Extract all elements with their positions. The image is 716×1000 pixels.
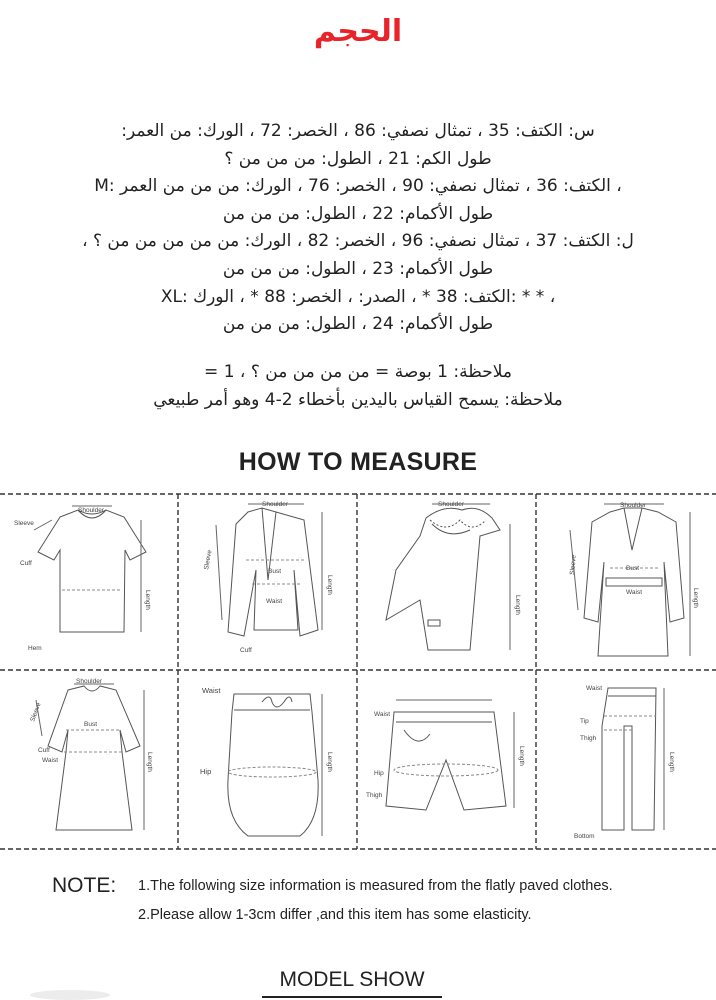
coat-sleeve-label: Sleeve [569,554,578,576]
tshirt-hem-label: Hem [28,645,42,652]
shorts-length-label: Length [518,746,525,766]
pants-length-label: Length [668,752,675,772]
shorts-hip-label: Hip [374,770,384,777]
skirt-hip-label: Hip [200,767,212,776]
note-label: NOTE: [52,874,117,897]
size-chart-text [0,118,716,339]
arabic-note-error: ملاحظة: يسمح القياس باليدين بأخطاء 2-4 وهو أمر طبيعي [153,390,563,410]
blazer-waist-label: Waist [266,598,283,605]
coat-diagram [570,504,690,656]
blurred-corner [30,990,110,1000]
blazer-sleeve-label: Sleeve [203,549,214,571]
shorts-diagram [386,700,514,810]
pants-tip-label: Tip [580,718,589,725]
english-note-1: 1.The following size information is measured from the flatly paved clothes. [138,878,613,894]
dress-waist-label: Waist [42,757,59,764]
size-line: طول الأكمام: 23 ، الطول: من من من [222,258,494,279]
size-line: س: الكتف: 35 ، تمثال نصفي: 86 ، الخصر: 72 ، الورك: من العمر: [121,121,595,141]
size-line: طول الأكمام: 24 ، الطول: من من من [222,314,494,335]
dress-sleeve-label: Sleeve [29,701,43,723]
pants-waist-label: Waist [586,685,603,692]
dress-cuff-label: Cuff [38,747,50,754]
blazer-cuff-label: Cuff [240,647,252,654]
coat-length-label: Length [692,588,699,608]
arabic-note-inch: ملاحظة: 1 بوصة = من من من من ؟ ، 1 = [204,362,512,382]
dress-bust-label: Bust [84,721,98,728]
pants-bottom-label: Bottom [574,833,595,840]
arabic-notes [0,358,716,414]
blazer-length-label: Length [326,575,333,595]
tshirt-diagram [34,506,146,632]
pants-diagram [602,688,664,830]
size-line: طول الأكمام: 22 ، الطول: من من من [222,203,494,224]
grid-lines [0,494,716,849]
tshirt-sleeve-label: Sleeve [14,520,34,527]
cape-diagram [386,504,510,650]
tshirt-cuff-label: Cuff [20,560,32,567]
size-line: طول الكم: 21 ، الطول: من من من ؟ [224,148,492,169]
size-line: ل: الكتف: 37 ، تمثال نصفي: 96 ، الخصر: 82 ، الورك: من من من من من ؟ ، [82,231,634,252]
dress-length-label: Length [146,752,153,772]
model-show-underline [262,996,442,998]
size-line: ، الكتف: 36 ، تمثال نصفي: 90 ، الخصر: 76 ، الورك: من من من العمر :M [94,176,622,197]
coat-bust-label: Bust [626,565,640,572]
skirt-diagram [228,694,322,836]
coat-waist-label: Waist [626,589,643,596]
pants-thigh-label: Thigh [580,735,597,742]
cape-shoulder-label: Shoulder [438,501,465,508]
cape-length-label: Length [514,595,521,615]
size-title: الحجم [313,14,403,49]
skirt-length-label: Length [326,752,333,772]
size-line: ، * * :الكتف: 38 * ، الصدر: ، الخصر: 88 * ، الورك :XL [160,286,556,307]
english-note-2: 2.Please allow 1-3cm differ ,and this item has some elasticity. [138,907,532,923]
tshirt-shoulder-label: Shoulder [78,507,105,514]
model-show-heading: MODEL SHOW [279,968,425,991]
dress-shoulder-label: Shoulder [76,678,103,685]
coat-shoulder-label: Shoulder [620,502,647,509]
tshirt-length-label: Length [144,590,151,610]
blazer-bust-label: Bust [268,568,282,575]
how-to-measure-heading: HOW TO MEASURE [238,448,478,476]
skirt-waist-label: Waist [202,686,221,695]
shorts-waist-label: Waist [374,711,391,718]
shorts-thigh-label: Thigh [366,792,383,799]
measurement-diagram-grid [0,490,716,860]
blazer-shoulder-label: Shoulder [262,501,289,508]
